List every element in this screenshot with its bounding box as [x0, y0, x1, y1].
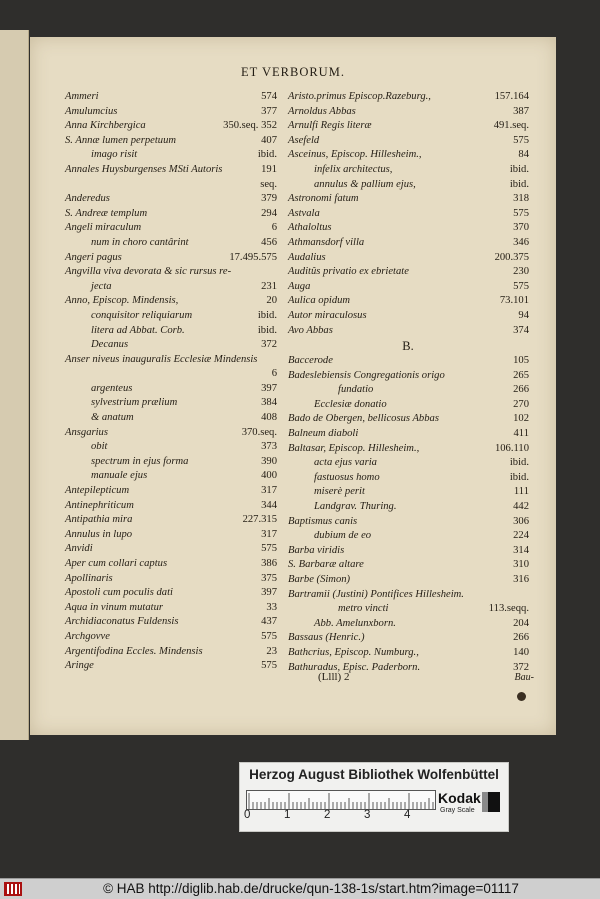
entry-page-ref: 270 [513, 398, 529, 410]
index-entry [288, 515, 529, 530]
entry-page-ref: ibid. [509, 163, 529, 175]
entry-term: Arnoldus Abbas [288, 105, 356, 117]
kodak-gray-scale [436, 790, 500, 824]
index-entry [65, 645, 277, 660]
entry-page-ref: 111 [513, 486, 529, 498]
index-entry [288, 442, 529, 457]
entry-page-ref: ibid. [257, 324, 277, 336]
index-entry [65, 280, 277, 295]
entry-term: miserè perit [314, 486, 365, 498]
index-entry [65, 353, 277, 368]
entry-term: Amulumcius [65, 105, 118, 117]
entry-term: Bassaus (Henric.) [288, 632, 365, 644]
entry-term: Apostoli cum poculis dati [65, 587, 173, 599]
entry-term: litera ad Abbat. Corb. [91, 324, 185, 336]
entry-page-ref: 23 [266, 645, 277, 657]
entry-page-ref: 191 [261, 163, 277, 175]
index-entry [65, 572, 277, 587]
entry-page-ref: 102 [513, 413, 529, 425]
index-entry [288, 280, 529, 295]
entry-term: spectrum in ejus forma [91, 455, 189, 467]
library-scan-label [239, 762, 509, 832]
index-entry [288, 485, 529, 500]
running-head: ET VERBORUM. [241, 65, 345, 79]
index-entry [288, 558, 529, 573]
index-entry [288, 236, 529, 251]
ruler-number: 0 [244, 809, 251, 821]
index-entry [288, 573, 529, 588]
entry-page-ref: 437 [261, 616, 277, 628]
index-entry [65, 528, 277, 543]
entry-term: Aqua in vinum mutatur [65, 601, 163, 613]
entry-page-ref: 20 [266, 295, 277, 307]
entry-term: Asefeld [288, 134, 320, 146]
entry-page-ref: 390 [261, 455, 277, 467]
footer-source-url[interactable]: © HAB http://diglib.hab.de/drucke/qun-138-1s/start.htm?image=01117 [103, 881, 519, 896]
entry-term: Anderedus [65, 193, 110, 205]
entry-term: Athaloltus [288, 222, 332, 234]
section-letter: B. [402, 339, 414, 354]
entry-page-ref: 397 [261, 587, 277, 599]
index-entry [288, 221, 529, 236]
index-entry [288, 602, 529, 617]
index-entry [288, 631, 529, 646]
entry-term: Astronomi fatum [288, 193, 359, 205]
entry-term: sylvestrium prælium [91, 397, 178, 409]
entry-page-ref: 318 [513, 193, 529, 205]
entry-page-ref: 140 [513, 646, 529, 658]
entry-term: Aper cum collari captus [65, 558, 168, 569]
index-entry [65, 119, 277, 134]
index-entry [65, 484, 277, 499]
entry-page-ref: ibid. [509, 457, 529, 469]
entry-term: Angeli miraculum [65, 222, 142, 234]
entry-page-ref: 17.495.575 [229, 251, 277, 263]
index-entry [288, 383, 529, 398]
entry-term: Ecclesiæ donatio [314, 398, 387, 410]
entry-page-ref: 6 [271, 368, 277, 380]
entry-page-ref: 265 [513, 369, 529, 381]
entry-page-ref: 317 [261, 528, 277, 540]
entry-term: obit [91, 441, 108, 453]
index-entry [65, 338, 277, 353]
index-entry [65, 586, 277, 601]
entry-page-ref: 294 [261, 207, 277, 219]
entry-term: S. Annæ lumen perpetuum [65, 134, 177, 146]
index-entry [65, 396, 277, 411]
entry-term: Bartramii (Justini) Pontifices Hillesheim. [288, 588, 464, 600]
entry-page-ref: 575 [261, 630, 277, 642]
entry-term: Bathcrius, Episcop. Numburg., [288, 646, 419, 658]
entry-page-ref: ibid. [257, 309, 277, 321]
entry-term: argenteus [91, 382, 133, 394]
index-entry [65, 601, 277, 616]
entry-page-ref: ibid. [257, 149, 277, 161]
entry-page-ref: 397 [261, 382, 277, 394]
index-entry [65, 615, 277, 630]
index-entry [288, 134, 529, 149]
entry-page-ref: 157.164 [494, 91, 529, 102]
entry-page-ref: 387 [513, 105, 529, 117]
entry-term: Antinephriticum [65, 499, 134, 511]
index-entry [65, 455, 277, 470]
index-entry [65, 105, 277, 120]
entry-term: Audalius [288, 251, 326, 263]
entry-term: Athmansdorf villa [288, 236, 365, 248]
entry-page-ref: 266 [513, 384, 529, 396]
entry-page-ref: 317 [261, 485, 277, 497]
index-entry [65, 367, 277, 382]
index-entry [288, 105, 529, 120]
entry-page-ref: 314 [513, 544, 529, 556]
signature-mark: (Llll) 2 [318, 671, 350, 683]
entry-page-ref: 344 [261, 499, 277, 511]
entry-page-ref: 456 [261, 236, 277, 248]
entry-term: infelix architectus, [314, 163, 393, 175]
entry-page-ref: 379 [261, 193, 277, 205]
entry-term: Archgovve [65, 630, 110, 642]
entry-term: Apollinaris [65, 572, 113, 584]
index-column-left [65, 90, 305, 674]
index-entry [65, 134, 277, 149]
entry-term: Auga [288, 280, 311, 292]
entry-term: Decanus [91, 339, 129, 351]
entry-term: Antipathia mira [65, 514, 133, 526]
index-entry [65, 324, 277, 339]
entry-page-ref: 316 [513, 574, 529, 585]
index-entry [288, 148, 529, 163]
entry-page-ref: 113.seqq. [488, 603, 529, 615]
book-page [30, 37, 556, 735]
hab-logo-icon [4, 882, 22, 896]
index-entry [288, 90, 529, 105]
index-entry [288, 427, 529, 442]
index-entry [288, 617, 529, 632]
entry-page-ref: 33 [266, 601, 277, 613]
viewer-footer [0, 878, 600, 899]
index-entry [65, 659, 277, 674]
entry-term: Archidiaconatus Fuldensis [65, 616, 179, 628]
entry-term: Astvala [288, 207, 320, 219]
entry-term: Badeslebiensis Congregationis origo [288, 369, 445, 381]
ruler-numbers [246, 809, 434, 825]
entry-term: Aulica opidum [288, 295, 351, 307]
entry-term: Arnulfi Regis literæ [288, 120, 372, 132]
ruler-number: 3 [364, 809, 371, 821]
index-entry [288, 471, 529, 486]
entry-term: Abb. Amelunxborn. [314, 617, 396, 629]
index-entry [288, 369, 529, 384]
index-entry [288, 163, 529, 178]
entry-term: Aringe [65, 660, 94, 672]
entry-term: Baccerode [288, 355, 333, 367]
entry-term: Ansgarius [65, 426, 108, 438]
entry-page-ref: 84 [518, 149, 529, 161]
index-entry [65, 221, 277, 236]
index-entry [65, 382, 277, 397]
entry-term: Bado de Obergen, bellicosus Abbas [288, 413, 439, 425]
ruler-number: 2 [324, 809, 331, 821]
entry-page-ref: 224 [513, 530, 529, 542]
index-entry [65, 251, 277, 266]
entry-page-ref: 350.seq. 352 [223, 120, 277, 132]
entry-term: Anna Kirchbergica [65, 120, 146, 132]
previous-page-edge [0, 30, 29, 740]
entry-page-ref: 370 [513, 222, 529, 234]
entry-page-ref: 400 [261, 470, 277, 482]
index-entry [65, 207, 277, 222]
entry-term: Barba viridis [288, 544, 345, 556]
entry-page-ref: 575 [261, 660, 277, 672]
library-name: Herzog August Bibliothek Wolfenbüttel [249, 767, 499, 782]
gray-swatch-black [488, 792, 500, 812]
gray-scale-text: Gray Scale [440, 807, 475, 814]
entry-term: Bathuradus, Episc. Paderborn. [288, 661, 421, 673]
entry-page-ref: seq. [260, 178, 277, 190]
entry-page-ref: 231 [261, 280, 277, 292]
entry-term: manuale ejus [91, 470, 148, 482]
entry-page-ref: 408 [261, 412, 277, 424]
entry-term: Baltasar, Episcop. Hillesheim., [288, 442, 420, 454]
entry-term: dubium de eo [314, 530, 372, 542]
entry-page-ref: 574 [261, 91, 277, 102]
kodak-logo-text: Kodak [438, 790, 481, 806]
entry-term: num in choro cantârint [91, 236, 189, 248]
index-entry [65, 499, 277, 514]
entry-term: & anatum [91, 412, 134, 424]
entry-term: Anno, Episcop. Mindensis, [65, 295, 179, 307]
index-entry [288, 529, 529, 544]
entry-term: jecta [91, 280, 112, 292]
entry-page-ref: 230 [513, 266, 529, 278]
entry-page-ref: 310 [513, 559, 529, 571]
catchword: Bau- [514, 672, 534, 683]
entry-term: Baptismus canis [288, 515, 358, 527]
entry-term: Angvilla viva devorata & sic rursus re- [65, 266, 232, 278]
index-entry [65, 192, 277, 207]
entry-term: Ammeri [65, 91, 99, 102]
entry-page-ref: 442 [513, 501, 529, 513]
ink-spot [517, 692, 526, 701]
entry-term: Barbe (Simon) [288, 574, 351, 585]
index-entry [288, 207, 529, 222]
index-entry [288, 456, 529, 471]
index-entry [288, 251, 529, 266]
entry-page-ref: 386 [261, 558, 277, 569]
entry-page-ref: 227.315 [242, 514, 277, 526]
index-entry [288, 412, 529, 427]
entry-page-ref: 200.375 [494, 251, 529, 263]
index-entry [288, 294, 529, 309]
entry-page-ref: 73.101 [499, 295, 529, 307]
index-entry [288, 309, 529, 324]
entry-term: fastuosus homo [314, 471, 380, 483]
index-entry [288, 324, 529, 339]
entry-page-ref: 407 [261, 134, 277, 146]
index-entry [65, 163, 277, 178]
index-entry [65, 265, 277, 280]
entry-page-ref: 575 [261, 543, 277, 555]
entry-page-ref: 375 [261, 572, 277, 584]
index-entry [288, 192, 529, 207]
index-entry [65, 309, 277, 324]
index-entry [288, 119, 529, 134]
index-entry [288, 265, 529, 280]
entry-page-ref: 306 [513, 515, 529, 527]
entry-term: Auditûs privatio ex ebrietate [288, 266, 409, 278]
entry-page-ref: 374 [513, 324, 529, 336]
index-entry [65, 294, 277, 309]
entry-page-ref: ibid. [509, 471, 529, 483]
index-entry [65, 469, 277, 484]
entry-page-ref: 105 [513, 355, 529, 367]
entry-page-ref: 6 [271, 222, 277, 234]
index-entry [288, 398, 529, 413]
entry-term: metro vincti [338, 603, 389, 615]
entry-page-ref: 575 [513, 134, 529, 146]
index-entry [65, 513, 277, 528]
entry-term: Anser niveus inauguralis Ecclesiæ Mindensis [65, 353, 258, 365]
entry-page-ref: 411 [513, 428, 529, 440]
index-entry [65, 411, 277, 426]
entry-term: Argentifodina Eccles. Mindensis [65, 645, 203, 657]
index-entry [65, 557, 277, 572]
index-entry [288, 500, 529, 515]
entry-term: Antepilepticum [65, 485, 130, 497]
index-entry [65, 90, 277, 105]
index-entry [288, 588, 529, 603]
index-entry [65, 148, 277, 163]
entry-page-ref: ibid. [509, 178, 529, 190]
entry-page-ref: 575 [513, 280, 529, 292]
entry-page-ref: 377 [261, 105, 277, 117]
index-entry [65, 426, 277, 441]
entry-term: Asceinus, Episcop. Hillesheim., [288, 149, 422, 161]
index-column-right [288, 90, 528, 675]
entry-term: Autor miraculosus [288, 309, 367, 321]
index-entry [288, 354, 529, 369]
entry-page-ref: 373 [261, 441, 277, 453]
entry-term: annulus & pallium ejus, [314, 178, 416, 190]
entry-page-ref: 106.110 [494, 442, 529, 454]
entry-page-ref: 346 [513, 236, 529, 248]
entry-term: Landgrav. Thuring. [314, 501, 397, 513]
index-entry [65, 178, 277, 193]
entry-term: Anvidi [65, 543, 93, 555]
index-entry [288, 646, 529, 661]
entry-term: acta ejus varia [314, 457, 377, 469]
entry-term: Angeri pagus [65, 251, 122, 263]
entry-page-ref: 266 [513, 632, 529, 644]
index-entry [65, 236, 277, 251]
entry-page-ref: 94 [518, 309, 529, 321]
entry-term: S. Barbaræ altare [288, 559, 364, 571]
entry-term: Annales Huysburgenses MSti Autoris [65, 163, 223, 175]
entry-page-ref: 575 [513, 207, 529, 219]
index-entry [65, 630, 277, 645]
entry-page-ref: 204 [513, 617, 529, 629]
index-entry [65, 440, 277, 455]
entry-page-ref: 372 [261, 339, 277, 351]
entry-term: Balneum diaboli [288, 428, 359, 440]
entry-term: conquisitor reliquiarum [91, 309, 193, 321]
entry-term: Annulus in lupo [65, 528, 133, 540]
entry-term: Aristo.primus Episcop.Razeburg., [288, 91, 431, 102]
entry-page-ref: 370.seq. [241, 426, 277, 438]
entry-term: imago risit [91, 149, 138, 161]
index-entry [65, 542, 277, 557]
entry-page-ref: 384 [261, 397, 277, 409]
ruler-number: 4 [404, 809, 411, 821]
index-entry [288, 544, 529, 559]
ruler-number: 1 [284, 809, 291, 821]
scale-ruler [246, 790, 436, 810]
entry-term: S. Andreæ templum [65, 207, 148, 219]
ruler-ticks [247, 791, 435, 809]
entry-term: Avo Abbas [288, 324, 333, 336]
index-entry [288, 178, 529, 193]
entry-page-ref: 372 [513, 661, 529, 673]
entry-page-ref: 491.seq. [493, 120, 529, 132]
entry-term: fundatio [338, 384, 374, 396]
